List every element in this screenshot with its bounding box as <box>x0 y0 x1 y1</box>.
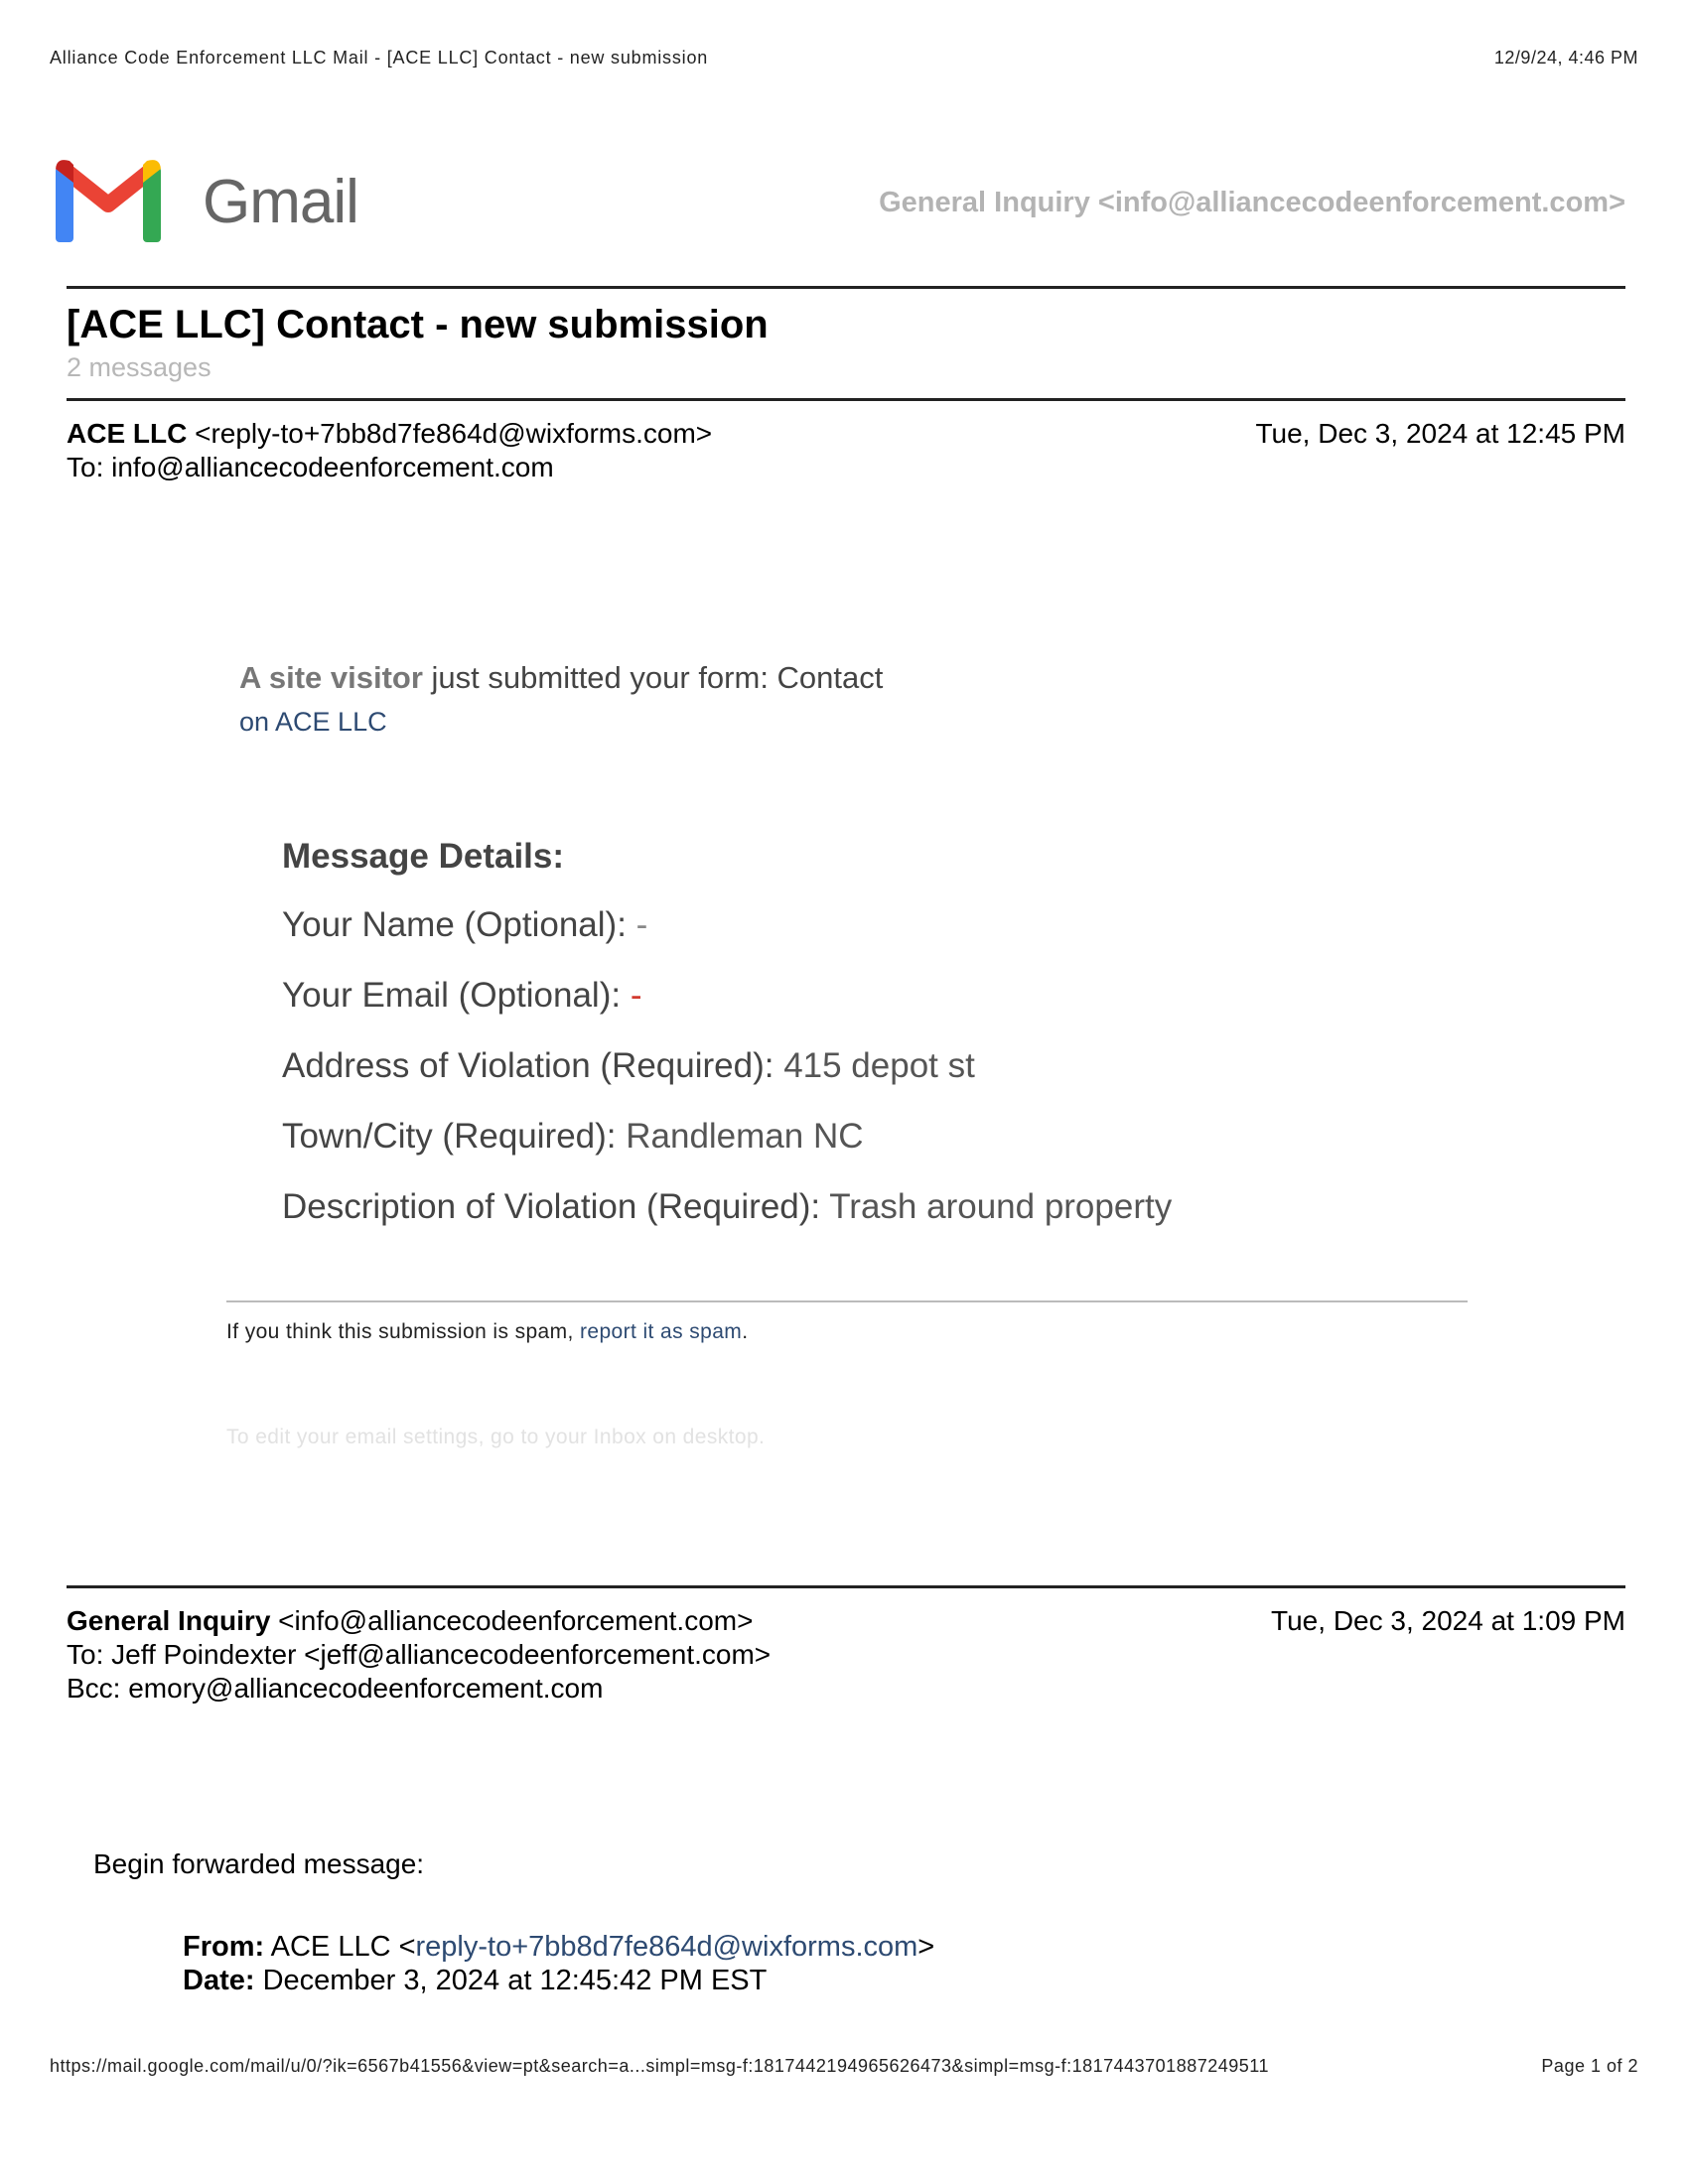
field-description-of-violation <box>282 1187 1172 1227</box>
field-label: Your Email (Optional): <box>282 976 631 1015</box>
field-label: Town/City (Required): <box>282 1117 627 1156</box>
email-settings-note: To edit your email settings, go to your Inbox on desktop. <box>226 1426 766 1448</box>
forwarded-from-end: > <box>917 1931 935 1963</box>
print-header-title: Alliance Code Enforcement LLC Mail - [ACE LLC] Contact - new submission <box>50 48 709 68</box>
message2-to: To: Jeff Poindexter <jeff@alliancecodeenforcement.com> <box>67 1639 772 1670</box>
message1-to: To: info@alliancecodeenforcement.com <box>67 452 554 482</box>
forwarded-from-email-link[interactable]: reply-to+7bb8d7fe864d@wixforms.com <box>415 1931 918 1963</box>
thread-message-count: 2 messages <box>67 352 211 382</box>
message2-sender-name: General Inquiry <box>67 1605 271 1636</box>
field-value: 415 depot st <box>783 1046 975 1085</box>
report-spam-link[interactable]: report it as spam <box>580 1320 743 1343</box>
forwarded-from-name: ACE LLC < <box>264 1931 416 1963</box>
message1-sender-name: ACE LLC <box>67 418 188 449</box>
field-value: - <box>635 905 648 944</box>
header-divider <box>67 286 1625 289</box>
gmail-logo-icon <box>56 157 161 242</box>
field-label: Description of Violation (Required): <box>282 1187 830 1226</box>
account-identity: General Inquiry <info@alliancecodeenforcement.com> <box>879 187 1625 218</box>
forwarded-date <box>183 1965 767 1997</box>
message1-from <box>67 418 712 450</box>
message2-bcc: Bcc: emory@alliancecodeenforcement.com <box>67 1673 604 1704</box>
field-label: Address of Violation (Required): <box>282 1046 784 1085</box>
forwarded-from-label: From: <box>183 1931 265 1963</box>
message-details-title: Message Details: <box>282 837 565 876</box>
forwarded-date-label: Date: <box>183 1965 255 1996</box>
spam-notice <box>226 1320 748 1344</box>
print-footer-url: https://mail.google.com/mail/u/0/?ik=6567b41556&view=pt&search=a...simpl=msg-f:1817442194965626473&simpl=msg-f:1817443701887249511 <box>50 2056 1269 2076</box>
submission-intro <box>239 660 883 696</box>
site-link[interactable]: on ACE LLC <box>239 707 387 737</box>
subject-divider <box>67 398 1625 401</box>
field-your-name <box>282 905 647 945</box>
body-divider <box>226 1300 1468 1302</box>
field-value: Trash around property <box>829 1187 1173 1226</box>
print-footer-page: Page 1 of 2 <box>1541 2056 1638 2076</box>
forwarded-from <box>183 1931 934 1964</box>
message2-date: Tue, Dec 3, 2024 at 1:09 PM <box>1271 1605 1625 1636</box>
message2-sender-address: <info@alliancecodeenforcement.com> <box>270 1605 754 1636</box>
field-value: Randleman NC <box>626 1117 864 1156</box>
submission-intro-text: just submitted your form: Contact <box>422 660 884 695</box>
gmail-wordmark: Gmail <box>203 168 358 236</box>
forwarded-date-value: December 3, 2024 at 12:45:42 PM EST <box>254 1965 768 1996</box>
spam-notice-text: If you think this submission is spam, <box>226 1320 580 1343</box>
message2-from <box>67 1605 753 1637</box>
field-label: Your Name (Optional): <box>282 905 636 944</box>
forwarded-message-label: Begin forwarded message: <box>93 1848 425 1879</box>
message2-divider <box>67 1585 1625 1588</box>
thread-subject: [ACE LLC] Contact - new submission <box>67 303 769 346</box>
field-town-city <box>282 1117 864 1157</box>
field-your-email <box>282 976 641 1016</box>
field-address-of-violation <box>282 1046 975 1086</box>
print-header-datetime: 12/9/24, 4:46 PM <box>1493 48 1638 68</box>
message1-sender-address: <reply-to+7bb8d7fe864d@wixforms.com> <box>187 418 713 449</box>
spam-notice-end: . <box>742 1320 749 1343</box>
site-visitor-label: A site visitor <box>239 660 423 695</box>
field-value: - <box>630 976 642 1015</box>
message1-date: Tue, Dec 3, 2024 at 12:45 PM <box>1255 418 1625 449</box>
